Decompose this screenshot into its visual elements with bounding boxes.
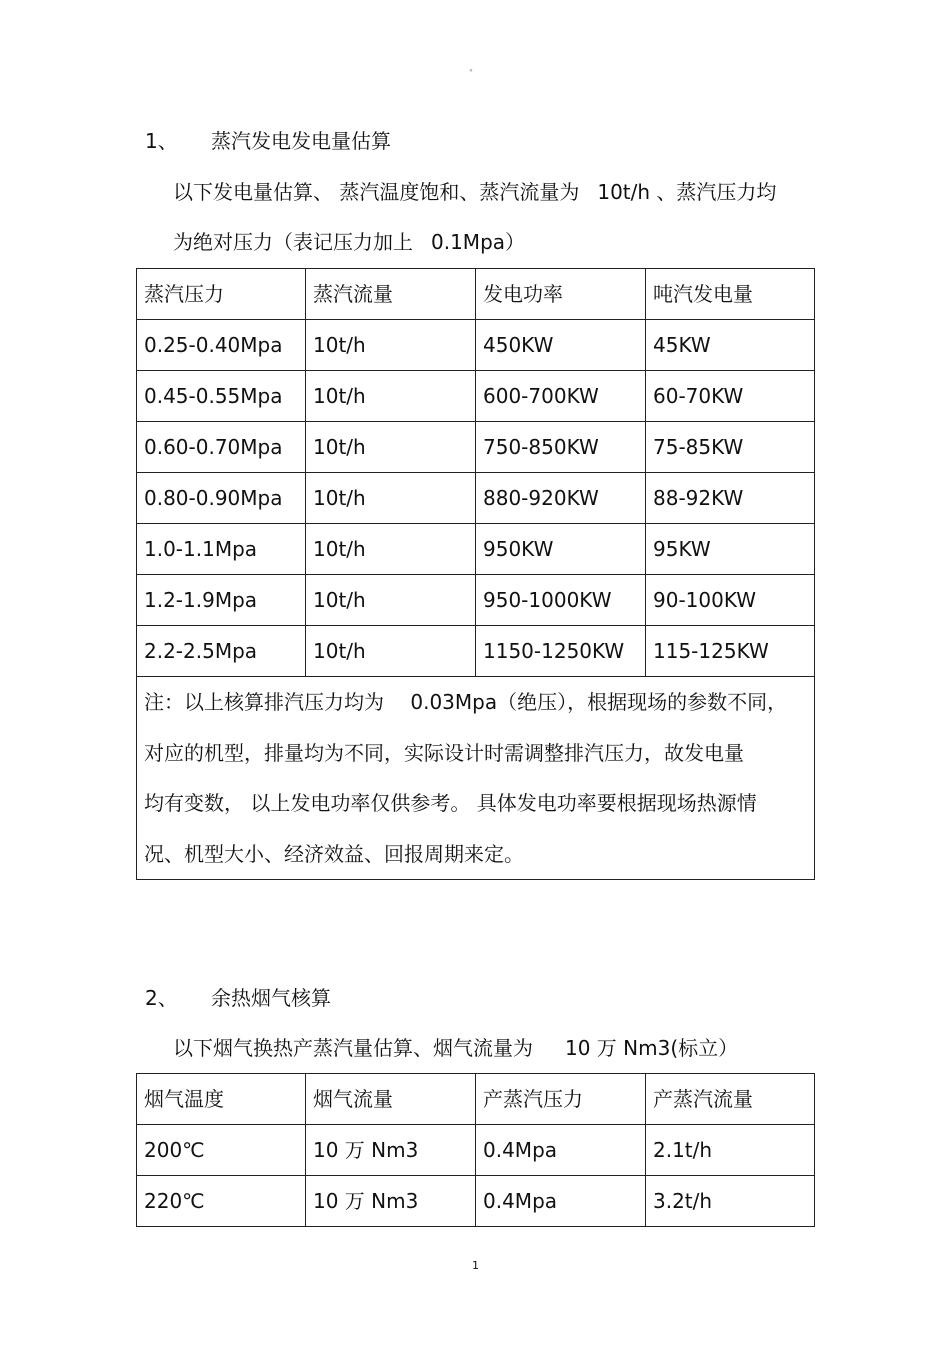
note-line: 对应的机型，排量均为不同，实际设计时需调整排汽压力，故发电量	[144, 740, 744, 765]
section1-intro-text: 以下发电量估算、 蒸汽温度饱和、蒸汽流量为	[173, 180, 580, 204]
section1-intro-line1	[173, 180, 776, 204]
table-cell: 60-70KW	[646, 371, 815, 422]
table-cell: 0.45-0.55Mpa	[137, 371, 306, 422]
section2-intro-text: 以下烟气换热产蒸汽量估算、烟气流量为	[173, 1036, 533, 1060]
table-cell: 1.0-1.1Mpa	[137, 524, 306, 575]
section2-heading	[145, 986, 331, 1010]
table-row	[137, 575, 815, 626]
table-cell: 75-85KW	[646, 422, 815, 473]
table-cell: 1.2-1.9Mpa	[137, 575, 306, 626]
header-cell: 烟气温度	[137, 1074, 306, 1125]
table-cell: 0.4Mpa	[476, 1125, 646, 1176]
section1-intro-line2	[173, 230, 525, 254]
table-row	[137, 320, 815, 371]
table-cell: 220℃	[137, 1176, 306, 1227]
table-cell: 3.2t/h	[646, 1176, 815, 1227]
section1-title: 蒸汽发电发电量估算	[211, 129, 391, 153]
note-line: 况、机型大小、经济效益、回报周期来定。	[144, 841, 524, 866]
table-cell: 0.80-0.90Mpa	[137, 473, 306, 524]
table-cell: 10t/h	[306, 371, 476, 422]
table-row	[137, 1176, 815, 1227]
table-cell: 10t/h	[306, 320, 476, 371]
table-cell: 10t/h	[306, 575, 476, 626]
table-cell: 2.2-2.5Mpa	[137, 626, 306, 677]
header-cell: 产蒸汽流量	[646, 1074, 815, 1125]
table-cell: 95KW	[646, 524, 815, 575]
table-cell: 10t/h	[306, 626, 476, 677]
table-cell: 45KW	[646, 320, 815, 371]
table-cell: 90-100KW	[646, 575, 815, 626]
section1-intro2-value: 0.1Mpa）	[431, 230, 526, 254]
table-cell: 10 万 Nm3	[306, 1125, 476, 1176]
table-cell: 10 万 Nm3	[306, 1176, 476, 1227]
table-cell: 880-920KW	[476, 473, 646, 524]
steam-power-table	[136, 268, 815, 880]
table-cell: 0.25-0.40Mpa	[137, 320, 306, 371]
header-cell: 吨汽发电量	[646, 269, 815, 320]
table-cell: 950KW	[476, 524, 646, 575]
table-note-row	[137, 677, 815, 880]
table-cell: 600-700KW	[476, 371, 646, 422]
table-row	[137, 371, 815, 422]
table-row	[137, 1125, 815, 1176]
note-line: 均有变数， 以上发电功率仅供参考。 具体发电功率要根据现场热源情	[144, 791, 757, 815]
section1-intro2-text: 为绝对压力（表记压力加上	[173, 230, 413, 254]
section2-intro-value: 10 万 Nm3(标立）	[565, 1036, 739, 1060]
table-row	[137, 473, 815, 524]
table-cell: 950-1000KW	[476, 575, 646, 626]
table-cell: 115-125KW	[646, 626, 815, 677]
table-cell: 750-850KW	[476, 422, 646, 473]
table-cell: 10t/h	[306, 473, 476, 524]
table-cell: 10t/h	[306, 524, 476, 575]
section2-intro-line1	[173, 1036, 738, 1060]
header-cell: 烟气流量	[306, 1074, 476, 1125]
table-cell: 0.60-0.70Mpa	[137, 422, 306, 473]
section2-title: 余热烟气核算	[211, 986, 331, 1010]
table-row	[137, 626, 815, 677]
table-cell: 2.1t/h	[646, 1125, 815, 1176]
section2-number: 2、	[145, 986, 178, 1010]
table-cell: 0.4Mpa	[476, 1176, 646, 1227]
header-cell: 发电功率	[476, 269, 646, 320]
header-mark: °	[469, 68, 473, 77]
page-number: 1	[472, 1259, 479, 1272]
table-note	[137, 677, 815, 880]
table-row	[137, 422, 815, 473]
section1-number: 1、	[145, 129, 178, 153]
table-row	[137, 524, 815, 575]
section1-heading	[145, 129, 391, 153]
note-line: 注：以上核算排汽压力均为 0.03Mpa（绝压），根据现场的参数不同，	[144, 690, 788, 714]
table-cell: 450KW	[476, 320, 646, 371]
table-cell: 1150-1250KW	[476, 626, 646, 677]
flue-gas-table	[136, 1073, 815, 1227]
header-cell: 蒸汽流量	[306, 269, 476, 320]
section1-intro-value: 10t/h 、蒸汽压力均	[597, 180, 777, 204]
table-cell: 200℃	[137, 1125, 306, 1176]
header-cell: 产蒸汽压力	[476, 1074, 646, 1125]
header-cell: 蒸汽压力	[137, 269, 306, 320]
table-header-row	[137, 1074, 815, 1125]
table-cell: 88-92KW	[646, 473, 815, 524]
table-cell: 10t/h	[306, 422, 476, 473]
table-header-row	[137, 269, 815, 320]
